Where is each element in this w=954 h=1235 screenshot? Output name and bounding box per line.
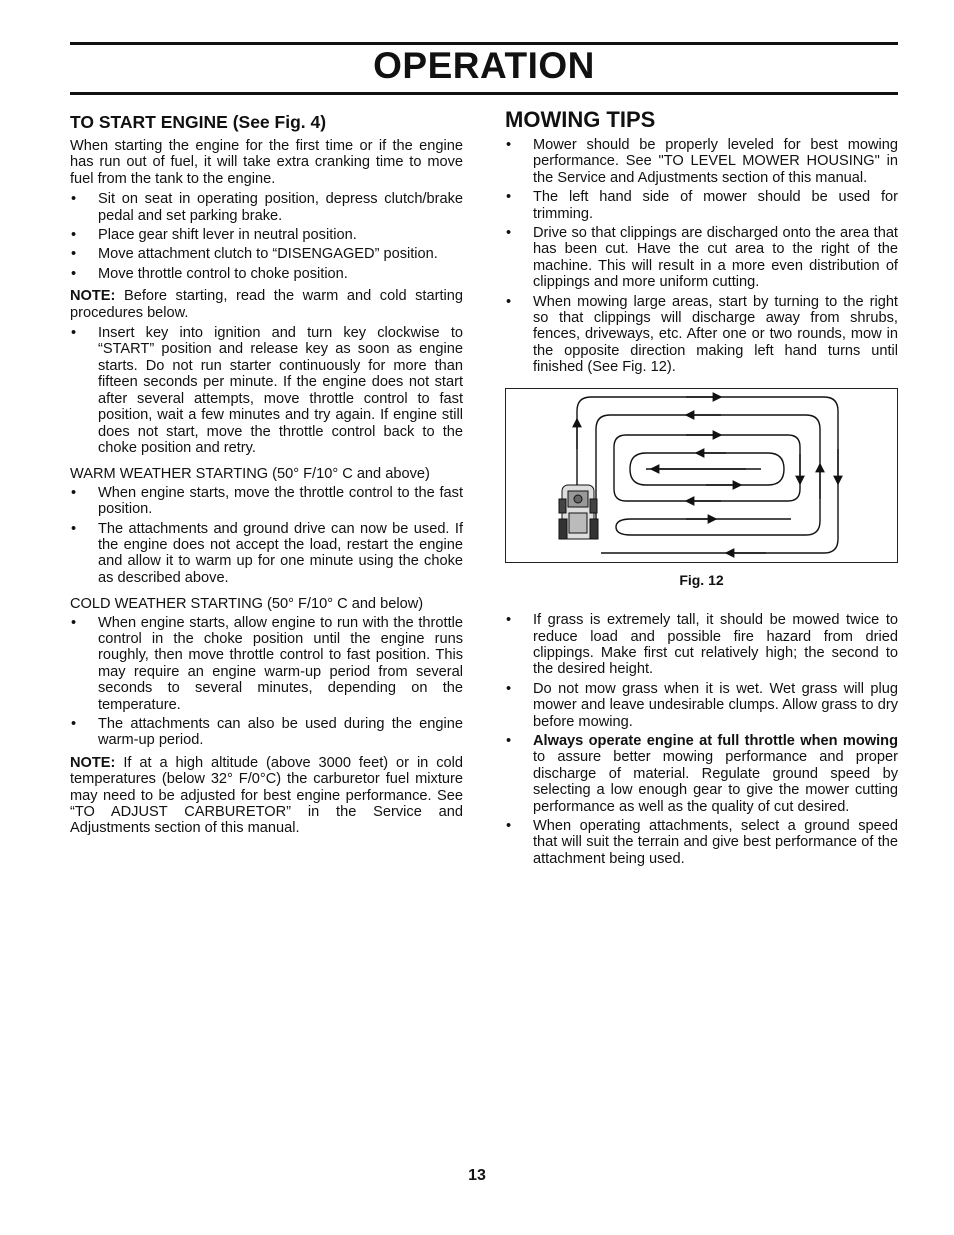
note-text: Before starting, read the warm and cold starting procedures below.	[70, 288, 463, 321]
list-item: • Move attachment clutch to “DISENGAGED” position.	[70, 246, 463, 262]
list-item: • If grass is extremely tall, it should be mowed twice to reduce load and possible fire hazard from dried clippings. Make first cut relatively high; the second to the desired height.	[505, 612, 898, 678]
start-steps-list	[70, 191, 463, 282]
cold-steps-list	[70, 615, 463, 749]
list-item: • Move throttle control to choke position.	[70, 266, 463, 282]
mowing-tips-list	[505, 137, 898, 376]
note-altitude	[70, 755, 463, 837]
mowing-pattern-figure	[505, 388, 898, 563]
list-item: • Do not mow grass when it is wet. Wet grass will plug mower and leave undesirable clumps. Allow grass to dry before mowing.	[505, 681, 898, 730]
tractor-icon	[559, 485, 598, 539]
list-item: • When engine starts, allow engine to run with the throttle control in the choke position until the engine runs roughly, then move throttle control to fast position. This may require an engine warm-up period from several seconds to several minutes, depending on the temperature.	[70, 615, 463, 713]
start-engine-heading: TO START ENGINE (See Fig. 4)	[70, 112, 327, 132]
note-label: NOTE:	[70, 754, 116, 771]
left-column	[70, 108, 463, 841]
list-item: • Insert key into ignition and turn key clockwise to “START” position and release key as soon as engine starts. Do not run starter continuously for more than fifteen seconds per minute. If the engine does not start after several attempts, move throttle control to fast position, wait a few minutes and try again. If engine still does not start, move the throttle control back to the choke position and retry.	[70, 325, 463, 456]
list-item	[505, 733, 898, 815]
list-item: • The attachments can also be used during the engine warm-up period.	[70, 716, 463, 749]
warm-weather-heading: WARM WEATHER STARTING (50° F/10° C and above)	[70, 466, 430, 483]
start-engine-intro: When starting the engine for the first time or if the engine has run out of fuel, it will take extra cranking time to move fuel from the tank to the engine.	[70, 138, 463, 187]
list-item: • Place gear shift lever in neutral position.	[70, 227, 463, 243]
list-item: • Mower should be properly leveled for best mowing performance. See "TO LEVEL MOWER HOUSING" in the Service and Adjustments section of this manual.	[505, 137, 898, 186]
note-starting	[70, 288, 463, 321]
figure-caption: Fig. 12	[679, 571, 724, 588]
list-item: • The attachments and ground drive can now be used. If the engine does not accept the load, restart the engine and allow it to warm up for one minute using the choke as described above.	[70, 521, 463, 587]
list-item: • When operating attachments, select a ground speed that will suit the terrain and give best performance of the attachment being used.	[505, 818, 898, 867]
path-second-loop	[596, 415, 820, 539]
list-item: • Drive so that clippings are discharged onto the area that has been cut. Have the cut area to the right of the machine. This will result in a more even distribution of clippings and more uniform cutting.	[505, 225, 898, 291]
path-third-loop	[614, 435, 800, 501]
list-item-text: to assure better mowing performance and proper discharge of material. Regulate ground speed by selecting a low enough gear to give the mower cutting performance as well as the quality of cut desired.	[533, 749, 898, 815]
list-item: • The left hand side of mower should be used for trimming.	[505, 189, 898, 222]
list-item: • When engine starts, move the throttle control to the fast position.	[70, 485, 463, 518]
cold-weather-heading: COLD WEATHER STARTING (50° F/10° C and below)	[70, 596, 424, 613]
mowing-tips-heading: MOWING TIPS	[505, 107, 656, 132]
right-column	[505, 108, 898, 873]
list-item: • When mowing large areas, start by turning to the right so that clippings will discharge away from shrubs, fences, driveways, etc. After one or two rounds, mow in the opposite direction making left hand turns until finished (See Fig. 12).	[505, 294, 898, 376]
header-rule-bottom	[70, 92, 898, 95]
mowing-pattern-diagram	[506, 389, 896, 561]
bold-warning: Always operate engine at full throttle when mowing	[533, 732, 898, 749]
start-steps-list-2	[70, 325, 463, 456]
warm-steps-list	[70, 485, 463, 586]
note-text: If at a high altitude (above 3000 feet) or in cold temperatures (below 32° F/0°C) the carburetor fuel mixture may need to be adjusted for best engine performance. See “TO ADJUST CARBURETOR” in the Service and Adjustments section of this manual.	[70, 754, 463, 837]
page-number: 13	[468, 1167, 486, 1184]
page-title: OPERATION	[373, 45, 595, 86]
note-label: NOTE:	[70, 288, 116, 305]
list-item: • Sit on seat in operating position, depress clutch/brake pedal and set parking brake.	[70, 191, 463, 224]
mowing-tips-list-2	[505, 612, 898, 867]
